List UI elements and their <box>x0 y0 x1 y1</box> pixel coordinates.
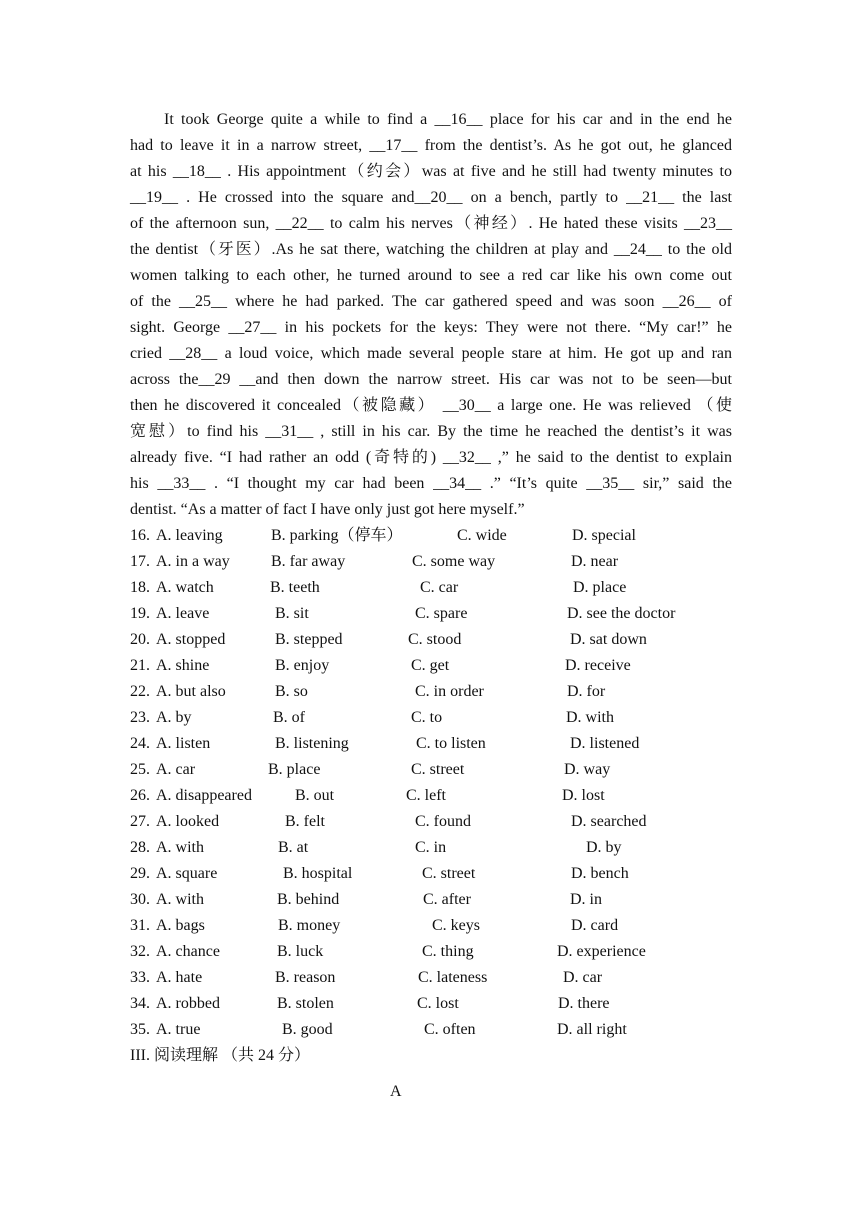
option-c: C. spare <box>415 605 468 622</box>
option-d: D. see the doctor <box>567 605 676 622</box>
option-c: C. car <box>420 579 459 596</box>
option-c: C. get <box>411 657 450 674</box>
option-c: C. street <box>422 865 476 882</box>
option-d: D. in <box>570 891 602 908</box>
passage-line: then he discovered it concealed（被隐藏） __30__ a large one. He was relieved （使 <box>130 397 732 414</box>
option-a: A. with <box>156 891 204 908</box>
option-d: D. by <box>586 839 622 856</box>
passage-line: across the__29 __and then down the narrow street. His car was not to be seen—but <box>130 371 732 388</box>
option-a: A. watch <box>156 579 214 596</box>
option-a: A. shine <box>156 657 210 674</box>
option-a: A. disappeared <box>156 787 252 804</box>
question-number: 26. <box>130 787 150 804</box>
question-number: 21. <box>130 657 150 674</box>
option-c: C. to listen <box>416 735 486 752</box>
option-d: D. for <box>567 683 606 700</box>
option-b: B. stolen <box>277 995 334 1012</box>
option-b: B. felt <box>285 813 325 830</box>
passage-line: cried __28__ a loud voice, which made several people stare at him. He got up and ran <box>130 345 732 362</box>
option-d: D. listened <box>570 735 640 752</box>
option-d: D. there <box>558 995 610 1012</box>
question-row <box>130 731 750 757</box>
option-a: A. square <box>156 865 218 882</box>
option-c: C. to <box>411 709 443 726</box>
question-number: 33. <box>130 969 150 986</box>
question-row <box>130 939 750 965</box>
option-c: C. keys <box>432 917 480 934</box>
passage-line: of the __25__ where he had parked. The car gathered speed and was soon __26__ of <box>130 293 732 310</box>
option-a: A. bags <box>156 917 205 934</box>
option-a: A. robbed <box>156 995 220 1012</box>
option-c: C. lost <box>417 995 459 1012</box>
cloze-passage <box>130 107 732 523</box>
option-b: B. of <box>273 709 305 726</box>
option-d: D. place <box>573 579 627 596</box>
option-a: A. in a way <box>156 553 230 570</box>
option-a: A. by <box>156 709 192 726</box>
question-row <box>130 679 750 705</box>
section-heading: III. 阅读理解 （共 24 分） <box>130 1047 310 1064</box>
option-c: C. often <box>424 1021 476 1038</box>
option-c: C. after <box>423 891 471 908</box>
option-a: A. listen <box>156 735 211 752</box>
passage-line: It took George quite a while to find a __16__ place for his car and in the end he <box>164 111 732 128</box>
question-row <box>130 757 750 783</box>
question-number: 30. <box>130 891 150 908</box>
question-number: 35. <box>130 1021 150 1038</box>
option-b: B. so <box>275 683 308 700</box>
option-d: D. receive <box>565 657 631 674</box>
option-a: A. but also <box>156 683 226 700</box>
question-number: 22. <box>130 683 150 700</box>
question-number: 19. <box>130 605 150 622</box>
option-b: B. out <box>295 787 335 804</box>
option-d: D. all right <box>557 1021 627 1038</box>
option-d: D. near <box>571 553 619 570</box>
option-d: D. with <box>566 709 614 726</box>
question-number: 17. <box>130 553 150 570</box>
option-b: B. teeth <box>270 579 320 596</box>
option-c: C. found <box>415 813 471 830</box>
option-b: B. luck <box>277 943 324 960</box>
option-c: C. lateness <box>418 969 488 986</box>
passage-line: sight. George __27__ in his pockets for the keys: They were not there. “My car!” he <box>130 319 732 336</box>
question-row <box>130 887 750 913</box>
option-d: D. way <box>564 761 611 778</box>
question-row <box>130 627 750 653</box>
option-b: B. place <box>268 761 321 778</box>
passage-line: already five. “I had rather an odd (奇特的) __32__ ,” he said to the dentist to explain <box>130 449 732 466</box>
passage-line: __19__ . He crossed into the square and__20__ on a bench, partly to __21__ the last <box>130 189 732 206</box>
question-row <box>130 835 750 861</box>
option-b: B. parking（停车） <box>271 527 403 544</box>
question-row <box>130 575 750 601</box>
question-number: 32. <box>130 943 150 960</box>
question-number: 31. <box>130 917 150 934</box>
part-label: A <box>390 1083 402 1100</box>
question-row <box>130 809 750 835</box>
passage-line: dentist. “As a matter of fact I have only just got here myself.” <box>130 501 525 518</box>
option-d: D. bench <box>571 865 629 882</box>
option-d: D. searched <box>571 813 647 830</box>
option-c: C. in order <box>415 683 484 700</box>
question-row <box>130 705 750 731</box>
option-b: B. at <box>278 839 309 856</box>
option-a: A. leave <box>156 605 210 622</box>
option-a: A. with <box>156 839 204 856</box>
option-b: B. listening <box>275 735 349 752</box>
question-row <box>130 913 750 939</box>
option-d: D. car <box>563 969 603 986</box>
question-number: 18. <box>130 579 150 596</box>
option-a: A. car <box>156 761 196 778</box>
passage-line: 宽慰）to find his __31__ , still in his car. By the time he reached the dentist’s it was <box>130 423 732 440</box>
question-number: 20. <box>130 631 150 648</box>
question-number: 28. <box>130 839 150 856</box>
option-b: B. reason <box>275 969 336 986</box>
option-b: B. enjoy <box>275 657 330 674</box>
option-b: B. sit <box>275 605 309 622</box>
option-a: A. hate <box>156 969 203 986</box>
option-a: A. leaving <box>156 527 223 544</box>
option-d: D. experience <box>557 943 646 960</box>
question-row <box>130 965 750 991</box>
option-c: C. wide <box>457 527 507 544</box>
passage-line: had to leave it in a narrow street, __17__ from the dentist’s. As he got out, he glanced <box>130 137 732 154</box>
option-a: A. looked <box>156 813 220 830</box>
option-a: A. true <box>156 1021 201 1038</box>
question-row <box>130 991 750 1017</box>
option-b: B. money <box>278 917 341 934</box>
question-number: 23. <box>130 709 150 726</box>
option-d: D. lost <box>562 787 605 804</box>
question-row <box>130 549 750 575</box>
question-number: 24. <box>130 735 150 752</box>
question-row <box>130 653 750 679</box>
option-c: C. some way <box>412 553 496 570</box>
question-number: 34. <box>130 995 150 1012</box>
option-b: B. behind <box>277 891 340 908</box>
question-row <box>130 861 750 887</box>
option-d: D. special <box>572 527 636 544</box>
question-row <box>130 1017 750 1043</box>
option-a: A. chance <box>156 943 220 960</box>
option-c: C. street <box>411 761 465 778</box>
question-row <box>130 523 750 549</box>
option-c: C. thing <box>422 943 474 960</box>
option-b: B. good <box>282 1021 333 1038</box>
option-c: C. left <box>406 787 446 804</box>
passage-line: his __33__ . “I thought my car had been __34__ .” “It’s quite __35__ sir,” said the <box>130 475 732 492</box>
option-d: D. card <box>571 917 619 934</box>
option-d: D. sat down <box>570 631 647 648</box>
passage-line: at his __18__ . His appointment（约会）was at five and he still had twenty minutes to <box>130 163 732 180</box>
question-number: 16. <box>130 527 150 544</box>
option-a: A. stopped <box>156 631 226 648</box>
options-list <box>130 523 750 1043</box>
option-b: B. hospital <box>283 865 353 882</box>
option-c: C. stood <box>408 631 462 648</box>
passage-line: of the afternoon sun, __22__ to calm his nerves（神经）. He hated these visits __23__ <box>130 215 732 232</box>
question-number: 25. <box>130 761 150 778</box>
question-row <box>130 783 750 809</box>
option-c: C. in <box>415 839 447 856</box>
question-number: 29. <box>130 865 150 882</box>
passage-line: women talking to each other, he turned around to see a red car like his own come out <box>130 267 732 284</box>
option-b: B. stepped <box>275 631 343 648</box>
passage-line: the dentist（牙医）.As he sat there, watching the children at play and __24__ to the old <box>130 241 732 258</box>
question-row <box>130 601 750 627</box>
option-b: B. far away <box>271 553 346 570</box>
question-number: 27. <box>130 813 150 830</box>
